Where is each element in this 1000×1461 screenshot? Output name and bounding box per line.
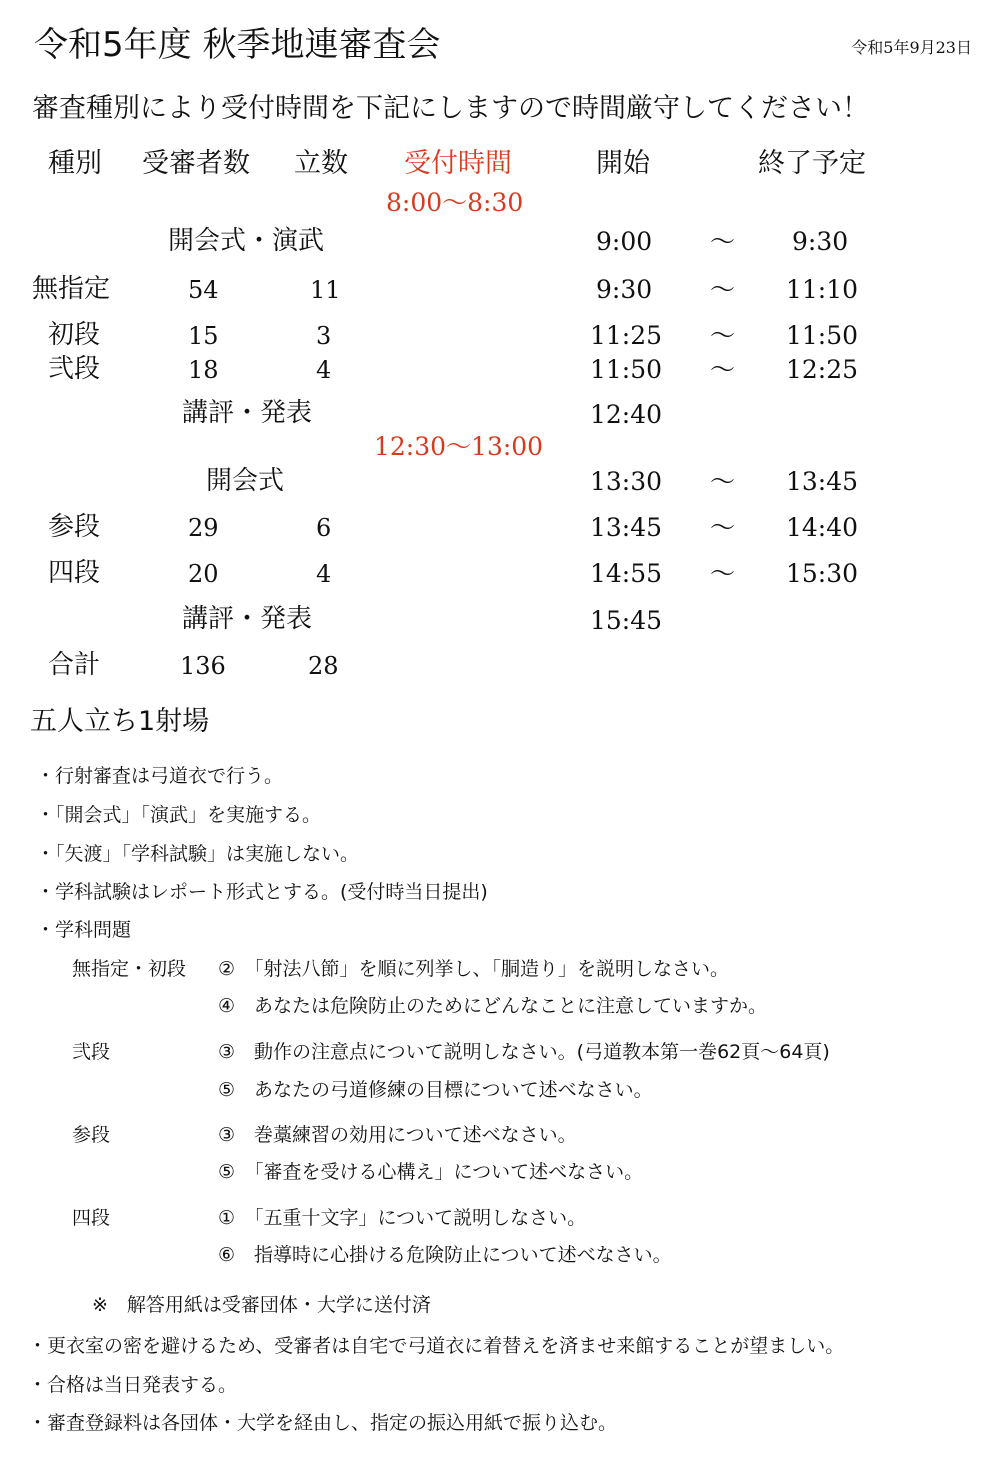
question-text: ③ 動作の注意点について説明しなさい。(弓道教本第一巻62頁～64頁)	[218, 1041, 830, 1063]
row-examinees: 18	[188, 356, 219, 384]
row-start: 14:55	[590, 559, 663, 588]
opening-ceremony-label: 開会式・演武	[168, 226, 325, 256]
question-text: ⑤ あなたの弓道修練の目標について述べなさい。	[218, 1079, 653, 1101]
row-end: 11:10	[786, 275, 859, 304]
opening-end: 9:30	[792, 227, 849, 256]
header-examinees: 受審者数	[142, 148, 250, 179]
question-text: ⑤ 「審査を受ける心構え」について述べなさい。	[218, 1161, 644, 1183]
row-end: 12:25	[786, 355, 859, 384]
row-kind: 参段	[48, 512, 101, 542]
bullet-item: ・「矢渡」「学科試験」は実施しない。	[36, 843, 360, 865]
answer-sheet-note: ※ 解答用紙は受審団体・大学に送付済	[92, 1294, 431, 1316]
question-text: ③ 巻藁練習の効用について述べなさい。	[218, 1124, 577, 1146]
header-start: 開始	[596, 148, 650, 179]
row-examinees: 15	[188, 322, 219, 350]
row-kind: 初段	[48, 320, 101, 350]
bullet-item: ・学科試験はレポート形式とする。(受付時当日提出)	[36, 881, 488, 903]
footer-item: ・合格は当日発表する。	[28, 1374, 238, 1396]
question-group-label: 参段	[72, 1124, 111, 1146]
row-examinees: 20	[188, 560, 219, 588]
row-start: 11:25	[590, 321, 663, 350]
header-end: 終了予定	[758, 148, 866, 179]
review-pm-start: 15:45	[590, 606, 663, 635]
row-examinees: 54	[188, 276, 219, 304]
question-text: ① 「五重十文字」について説明しなさい。	[218, 1207, 587, 1229]
row-kind: 弐段	[48, 354, 101, 384]
footer-item: ・審査登録料は各団体・大学を経由し、指定の振込用紙で振り込む。	[28, 1412, 618, 1434]
row-kind: 四段	[48, 558, 101, 588]
tilde: ～	[710, 227, 736, 256]
opening-pm-start: 13:30	[590, 467, 663, 496]
bullet-item: ・学科問題	[36, 919, 132, 941]
reception-time-pm: 12:30～13:00	[374, 432, 544, 461]
question-group-label: 弐段	[72, 1041, 111, 1063]
range-info: 五人立ち1射場	[30, 706, 210, 737]
reception-time-am: 8:00～8:30	[386, 188, 524, 217]
opening-pm-end: 13:45	[786, 467, 859, 496]
row-start: 9:30	[596, 275, 653, 304]
row-end: 11:50	[786, 321, 859, 350]
tilde: ～	[710, 559, 736, 588]
row-tachi: 3	[316, 322, 332, 350]
question-text: ② 「射法八節」を順に列挙し、「胴造り」を説明しなさい。	[218, 958, 730, 980]
total-examinees: 136	[180, 652, 226, 680]
header-tachi: 立数	[294, 148, 348, 179]
row-kind: 無指定	[32, 274, 111, 304]
tilde: ～	[710, 467, 736, 496]
total-label: 合計	[48, 650, 101, 680]
question-text: ④ あなたは危険防止のためにどんなことに注意していますか。	[218, 995, 768, 1017]
header-reception: 受付時間	[404, 148, 512, 179]
question-group-label: 四段	[72, 1207, 111, 1229]
row-end: 14:40	[786, 513, 859, 542]
review-pm-label: 講評・発表	[182, 604, 313, 634]
opening-start: 9:00	[596, 227, 653, 256]
tilde: ～	[710, 275, 736, 304]
row-start: 11:50	[590, 355, 663, 384]
row-end: 15:30	[786, 559, 859, 588]
row-tachi: 6	[316, 514, 332, 542]
row-tachi: 4	[316, 560, 332, 588]
row-tachi: 11	[310, 276, 341, 304]
row-tachi: 4	[316, 356, 332, 384]
tilde: ～	[710, 355, 736, 384]
tilde: ～	[710, 513, 736, 542]
review-label: 講評・発表	[182, 398, 313, 428]
notice-text: 審査種別により受付時間を下記にしますので時間厳守してください！	[32, 93, 869, 124]
row-examinees: 29	[188, 514, 219, 542]
footer-item: ・更衣室の密を避けるため、受審者は自宅で弓道衣に着替えを済ませ来館することが望ましい。	[28, 1335, 845, 1357]
bullet-item: ・行射審査は弓道衣で行う。	[36, 765, 284, 787]
tilde: ～	[710, 321, 736, 350]
page-title: 令和5年度 秋季地連審査会	[34, 25, 441, 65]
document-date: 令和5年9月23日	[851, 38, 972, 57]
question-text: ⑥ 指導時に心掛ける危険防止について述べなさい。	[218, 1244, 672, 1266]
question-group-label: 無指定・初段	[72, 958, 187, 980]
opening-ceremony-pm-label: 開会式	[206, 466, 285, 496]
row-start: 13:45	[590, 513, 663, 542]
total-tachi: 28	[308, 652, 339, 680]
bullet-item: ・「開会式」「演武」を実施する。	[36, 804, 322, 826]
header-kind: 種別	[48, 148, 102, 179]
review-start: 12:40	[590, 400, 663, 429]
